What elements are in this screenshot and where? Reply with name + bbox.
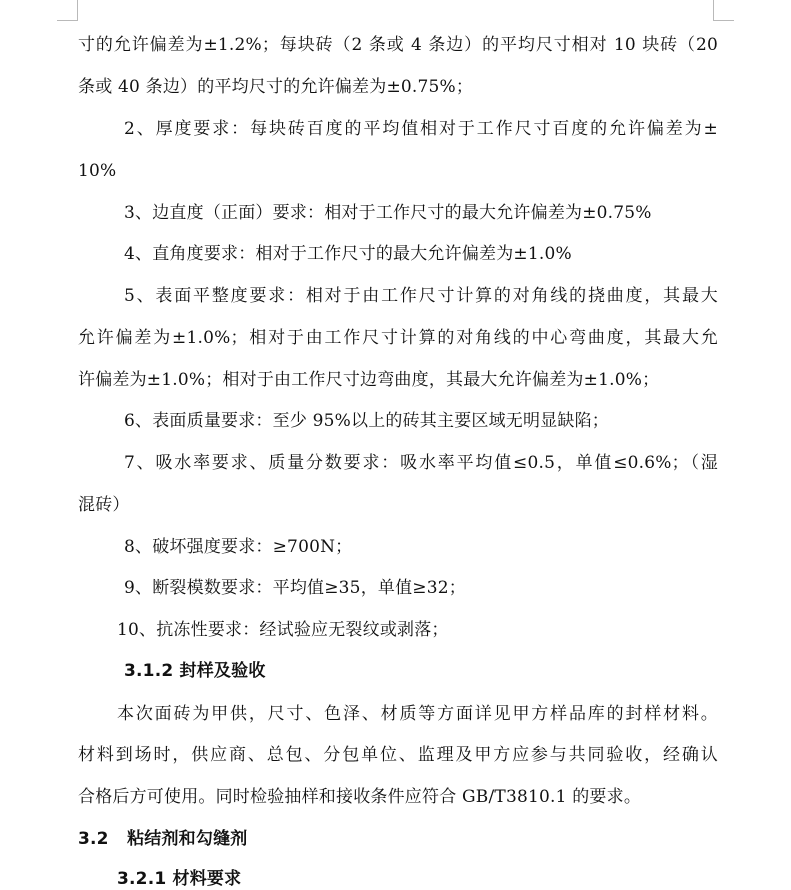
body-text-line: 条或 40 条边）的平均尺寸的允许偏差为±0.75%；	[78, 77, 474, 97]
list-item-water-absorption-continued: 混砖）	[78, 495, 130, 515]
list-item-breaking-strength: 8、破坏强度要求：≥700N；	[124, 537, 353, 557]
list-item-flatness: 5、表面平整度要求：相对于由工作尺寸计算的对角线的挠曲度，其最大	[124, 286, 718, 306]
list-item-edge-straightness: 3、边直度（正面）要求：相对于工作尺寸的最大允许偏差为±0.75%	[124, 203, 652, 223]
body-text-line: 材料到场时，供应商、总包、分包单位、监理及甲方应参与共同验收，经确认	[78, 745, 718, 765]
page-corner-mark-left	[57, 0, 78, 21]
list-item-thickness-continued: 10%	[78, 161, 117, 181]
body-text-line: 本次面砖为甲供，尺寸、色泽、材质等方面详见甲方样品库的封样材料。	[117, 704, 718, 724]
list-item-squareness: 4、直角度要求：相对于工作尺寸的最大允许偏差为±1.0%	[124, 244, 572, 264]
list-item-thickness: 2、厚度要求：每块砖百度的平均值相对于工作尺寸百度的允许偏差为±	[124, 119, 718, 139]
page-corner-mark-right	[713, 0, 734, 21]
list-item-flatness-continued: 许偏差为±1.0%；相对于由工作尺寸边弯曲度，其最大允许偏差为±1.0%；	[78, 370, 660, 390]
list-item-frost-resistance: 10、抗冻性要求：经试验应无裂纹或剥落；	[117, 620, 449, 640]
section-heading-3-1-2: 3.1.2 封样及验收	[124, 661, 266, 681]
body-text-line: 寸的允许偏差为±1.2%；每块砖（2 条或 4 条边）的平均尺寸相对 10 块砖（20	[78, 35, 718, 55]
list-item-flatness-continued: 允许偏差为±1.0%；相对于由工作尺寸计算的对角线的中心弯曲度，其最大允	[78, 328, 718, 348]
body-text-line: 合格后方可使用。同时检验抽样和接收条件应符合 GB/T3810.1 的要求。	[78, 787, 642, 807]
list-item-modulus-of-rupture: 9、断裂模数要求：平均值≥35，单值≥32；	[124, 578, 466, 598]
section-heading-3-2: 3.2 粘结剂和勾缝剂	[78, 829, 248, 849]
list-item-surface-quality: 6、表面质量要求：至少 95%以上的砖其主要区域无明显缺陷；	[124, 411, 610, 431]
section-heading-3-2-1: 3.2.1 材料要求	[117, 869, 242, 889]
list-item-water-absorption: 7、吸水率要求、质量分数要求：吸水率平均值≤0.5，单值≤0.6%；（湿	[124, 453, 718, 473]
